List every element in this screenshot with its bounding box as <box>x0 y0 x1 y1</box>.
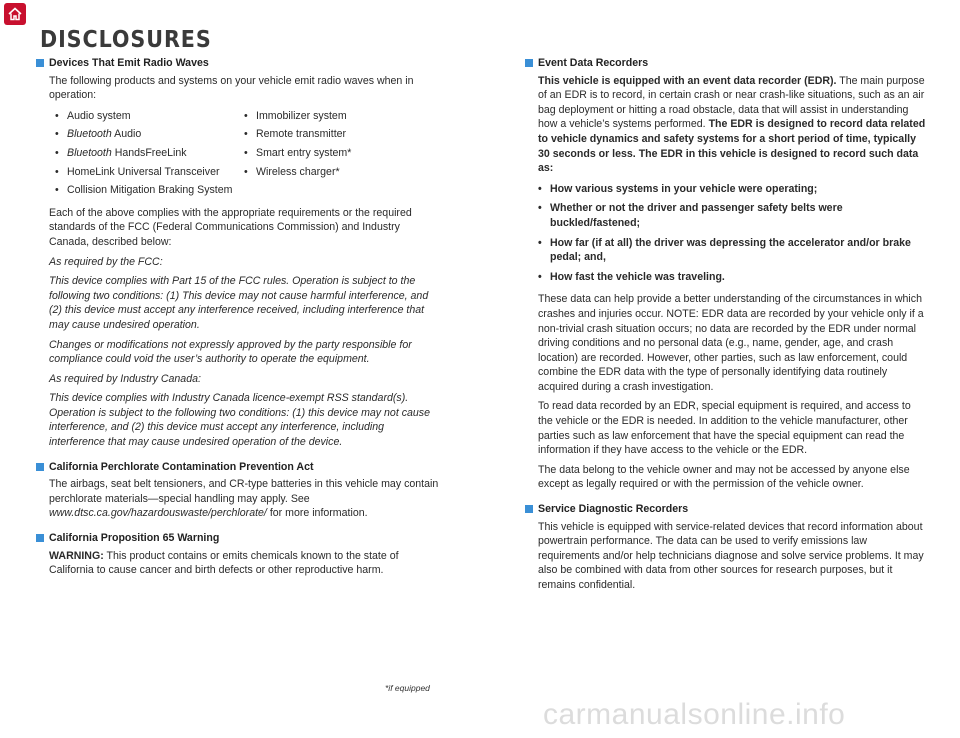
list-item: • How fast the vehicle was traveling. <box>538 270 725 283</box>
edr-paragraph: The data belong to the vehicle owner and may not be accessed by anyone else except as legally required or with the permission of the vehicle owner. <box>538 463 910 491</box>
section-marker-icon <box>525 505 533 513</box>
section-heading: Devices That Emit Radio Waves <box>49 57 209 69</box>
perchlorate-link[interactable]: www.dtsc.ca.gov/hazardouswaste/perchlorate/ <box>49 507 267 520</box>
list-item: • Audio system <box>55 109 131 122</box>
right-column <box>525 56 927 603</box>
edr-data-list <box>538 182 927 285</box>
list-item: • Bluetooth Audio <box>55 128 142 141</box>
page-title: DISCLOSURES <box>40 27 212 53</box>
section-marker-icon <box>36 534 44 542</box>
list-item: • Collision Mitigation Braking System <box>55 184 233 197</box>
section-heading: California Proposition 65 Warning <box>49 532 220 545</box>
section-prop65 <box>36 531 440 578</box>
section-marker-icon <box>36 59 44 67</box>
ic-heading: As required by Industry Canada: <box>49 372 201 385</box>
list-item: • Remote transmitter <box>244 128 347 141</box>
list-item: • How far (if at all) the driver was depressing the accelerator and/or brake pedal; and, <box>538 236 911 264</box>
radio-intro: The following products and systems on your vehicle emit radio waves when in operation: <box>49 74 414 102</box>
section-heading: Event Data Recorders <box>538 57 649 69</box>
compliance-text: Each of the above complies with the appropriate requirements or the required standards of the FCC (Federal Communications Commission) and Industry Canada, described below: <box>49 206 412 248</box>
prop65-text: WARNING: This product contains or emits chemicals known to the state of California to cause cancer and birth defects or other reproductive harm. <box>49 549 399 577</box>
section-marker-icon <box>36 463 44 471</box>
edr-paragraph: To read data recorded by an EDR, special equipment is required, and access to the vehicle or the EDR is needed. In addition to the vehicle manufacturer, other parties such as law enforcement that have the special equipment can read the information if they have access to the vehicle or the EDR. <box>538 400 911 457</box>
list-item: • Immobilizer system <box>244 109 347 122</box>
footnote: *if equipped <box>385 683 430 693</box>
home-icon <box>7 6 23 22</box>
section-heading: Service Diagnostic Recorders <box>538 503 689 516</box>
fcc-text: This device complies with Part 15 of the FCC rules. Operation is subject to the following two conditions: (1) This device may not cause harmful interference, and (2) this device must accept any interference received, including interference that may cause undesired operation. <box>49 275 429 331</box>
section-radio-waves <box>36 56 440 450</box>
left-column <box>36 56 440 588</box>
perchlorate-text: The airbags, seat belt tensioners, and CR-type batteries in this vehicle may contain perchlorate materials—special handling may apply. See www.dtsc.ca.gov/hazardouswaste/perchlorate/ for more information. <box>49 478 439 520</box>
edr-paragraph: These data can help provide a better understanding of the circumstances in which crashes and injuries occur. NOTE: EDR data are recorded by your vehicle only if a non-trivial crash situation occurs; no data are recorded by the EDR under normal driving conditions and no personal data (e.g., name, gender, age, and crash location) are recorded. However, other parties, such as law enforcement, could combine the EDR data with the type of personally identifying data routinely acquired during a crash investigation. <box>538 293 924 393</box>
list-item: • Wireless charger* <box>244 165 340 178</box>
list-item: • Whether or not the driver and passenger safety belts were buckled/fastened; <box>538 202 843 229</box>
section-heading: California Perchlorate Contamination Prevention Act <box>49 460 314 473</box>
list-item: • Smart entry system* <box>244 146 352 159</box>
section-edr <box>525 56 927 492</box>
ic-text: This device complies with Industry Canada licence-exempt RSS standard(s). Operation is subject to the following two conditions: (1) this device may not cause interference, and (2) this device must accept any interference, including interference that may cause undesired operation of the device. <box>49 392 430 449</box>
section-service-recorders <box>525 502 927 593</box>
list-item: • How various systems in your vehicle were operating; <box>538 182 818 195</box>
list-item: • HomeLink Universal Transceiver <box>55 165 220 178</box>
list-item: • Bluetooth HandsFreeLink <box>55 146 187 159</box>
radio-device-list <box>55 109 440 198</box>
fcc-heading: As required by the FCC: <box>49 255 163 268</box>
service-text: This vehicle is equipped with service-related devices that record information about powertrain performance. The data can be used to verify emissions law requirements and/or help technicians diagnose and solve service problems. It may also be combined with data from other sources for research purposes, but it remains confidential. <box>538 520 924 591</box>
section-marker-icon <box>525 59 533 67</box>
watermark: carmanualsonline.info <box>543 698 846 731</box>
fcc-changes-text: Changes or modifications not expressly approved by the party responsible for compliance could void the user’s authority to operate the equipment. <box>49 338 412 366</box>
home-button[interactable] <box>4 3 26 25</box>
edr-intro: This vehicle is equipped with an event data recorder (EDR). The main purpose of an EDR is to record, in certain crash or near crash-like situations, such as an air bag deployment or hitting a road obstacle, data that will assist in understanding how a vehicle’s systems performed. The EDR is designed to record data related to vehicle dynamics and safety systems for a short period of time, typically 30 seconds or less. The EDR in this vehicle is designed to record such data as: <box>538 74 926 175</box>
section-perchlorate <box>36 460 440 521</box>
